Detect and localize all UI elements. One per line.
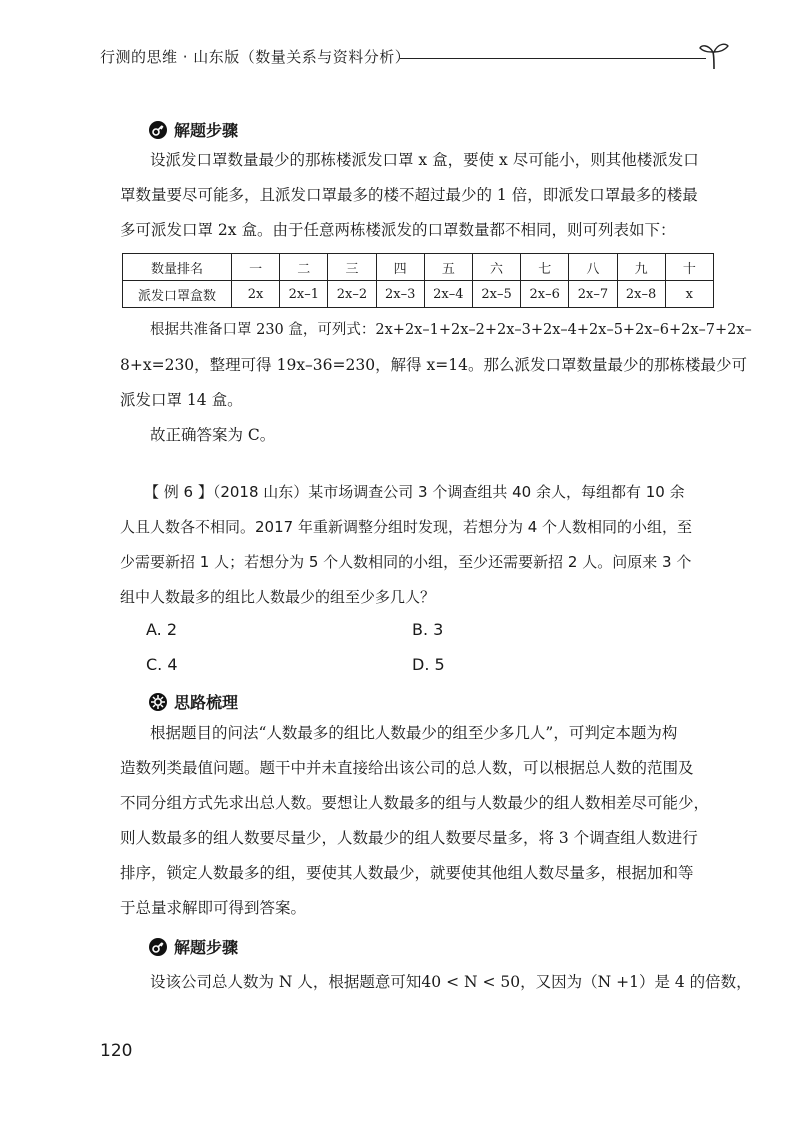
table-cell: 八 xyxy=(569,254,617,281)
text-line: 多可派发口罩 2x 盒。由于任意两栋楼派发的口罩数量都不相同，则可列表如下： xyxy=(120,221,676,239)
option-c: C. 4 xyxy=(146,655,178,674)
sprout-icon xyxy=(698,40,730,70)
text-line: 罩数量要尽可能多，且派发口罩最多的楼不超过最少的 1 倍，即派发口罩最多的楼最 xyxy=(120,186,698,204)
text-line: 派发口罩 14 盒。 xyxy=(120,391,243,409)
table-row-ranks xyxy=(123,254,714,281)
text-line: 根据题目的问法“人数最多的组比人数最少的组至少多几人”，可判定本题为构 xyxy=(150,724,678,742)
table-cell: 2x–1 xyxy=(280,281,328,308)
table-cell: 一 xyxy=(232,254,280,281)
option-a: A. 2 xyxy=(146,620,178,639)
table-header-rank: 数量排名 xyxy=(123,254,232,281)
section-heading-label: 解题步骤 xyxy=(174,121,239,140)
text-line: 则人数最多的组人数要尽量少，人数最少的组人数要尽量多，将 3 个调查组人数进行 xyxy=(120,829,698,847)
table-cell: 2x–4 xyxy=(424,281,472,308)
section-heading-label: 思路梳理 xyxy=(174,693,239,712)
table-cell: 六 xyxy=(472,254,520,281)
page-number: 120 xyxy=(100,1041,133,1061)
text-line: 于总量求解即可得到答案。 xyxy=(120,899,307,917)
table-cell: 七 xyxy=(521,254,569,281)
question-line: 组中人数最多的组比人数最少的组至少多几人？ xyxy=(120,588,436,606)
text-line: 根据共准备口罩 230 盒，可列式：2x+2x–1+2x–2+2x–3+2x–4+2x–5+2x–6+2x–7+2x– xyxy=(150,322,752,338)
text-line: 设派发口罩数量最少的那栋楼派发口罩 x 盒，要使 x 尽可能小，则其他楼派发口 xyxy=(150,151,699,169)
option-b: B. 3 xyxy=(412,620,444,639)
table-cell: 十 xyxy=(665,254,713,281)
table-cell: 五 xyxy=(424,254,472,281)
text-line: 不同分组方式先求出总人数。要想让人数最多的组与人数最少的组人数相差尽可能少， xyxy=(120,794,710,812)
table-cell: 九 xyxy=(617,254,665,281)
table-row-counts xyxy=(123,281,714,308)
question-line: 少需要新招 1 人；若想分为 5 个人数相同的小组，至少还需要新招 2 人。问原来 3 个 xyxy=(120,553,692,571)
table-cell: 2x–6 xyxy=(521,281,569,308)
table-header-count: 派发口罩盒数 xyxy=(123,281,232,308)
text-line: 设该公司总人数为 N 人，根据题意可知40 < N < 50，又因为（N +1）是 4 的倍数， xyxy=(150,973,752,991)
table-cell: 二 xyxy=(280,254,328,281)
table-cell: 四 xyxy=(376,254,424,281)
book-title: 行测的思维 · 山东版（数量关系与资料分析） xyxy=(100,48,411,66)
section-heading-label: 解题步骤 xyxy=(174,938,239,957)
table-cell: 2x–2 xyxy=(328,281,376,308)
question-line: 人且人数各不相同。2017 年重新调整分组时发现，若想分为 4 个人数相同的小组，至 xyxy=(120,518,693,536)
text-line: 8+x=230，整理可得 19x–36=230，解得 x=14。那么派发口罩数量最少的那栋楼最少可 xyxy=(120,356,747,374)
text-line: 排序，锁定人数最多的组，要使其人数最少，就要使其他组人数尽量多，根据加和等 xyxy=(120,864,694,882)
table-cell: 2x–7 xyxy=(569,281,617,308)
answer-text: 故正确答案为 C。 xyxy=(150,426,276,444)
key-icon xyxy=(148,120,168,140)
table-cell: 三 xyxy=(328,254,376,281)
table-cell: 2x xyxy=(232,281,280,308)
running-header xyxy=(100,40,730,74)
key-icon xyxy=(148,937,168,957)
gear-icon xyxy=(148,692,168,712)
header-rule xyxy=(400,58,706,59)
table-cell: 2x–5 xyxy=(472,281,520,308)
text-line: 造数列类最值问题。题干中并未直接给出该公司的总人数，可以根据总人数的范围及 xyxy=(120,759,694,777)
table-cell: 2x–8 xyxy=(617,281,665,308)
table-cell: 2x–3 xyxy=(376,281,424,308)
distribution-table xyxy=(122,253,714,308)
question-line: 【 例 6 】（2018 山东）某市场调查公司 3 个调查组共 40 余人，每组都有 10 余 xyxy=(144,483,685,501)
table-cell: x xyxy=(665,281,713,308)
option-d: D. 5 xyxy=(412,655,445,674)
